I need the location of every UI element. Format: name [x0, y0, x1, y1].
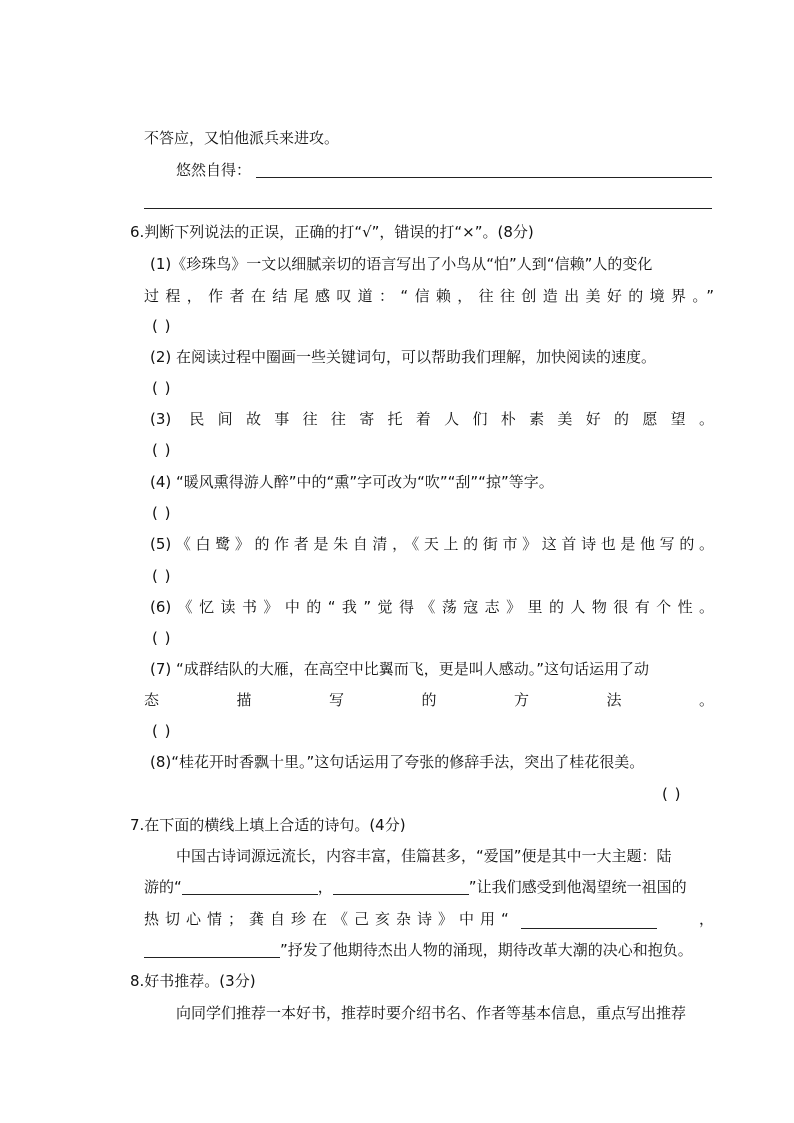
q6-item-4-line1: (4) “暖风熏得游人醉”中的“熏”字可改为“吹”“刮”“掠”等字。: [150, 473, 554, 491]
q6-item-7-answer-paren[interactable]: ( ): [152, 722, 172, 740]
poem-blank-4[interactable]: [144, 941, 280, 958]
q7-line3-b: ，: [698, 910, 714, 928]
q6-heading: 6.判断下列说法的正误，正确的打“√”，错误的打“×”。(8分): [130, 223, 534, 241]
q6-item-6-line1: (6)《忆读书》中的“我”觉得《荡寇志》里的人物很有个性。: [150, 598, 714, 616]
q7-heading: 7.在下面的横线上填上合适的诗句。(4分): [130, 816, 406, 834]
poem-blank-1[interactable]: [182, 878, 318, 895]
q6-item-6-answer-paren[interactable]: ( ): [152, 629, 172, 647]
q6-item-3-line1: (3) 民间故事往往寄托着人们朴素美好的愿望。: [150, 410, 714, 428]
q7-line2-c: ”让我们感受到他渴望统一祖国的: [468, 878, 687, 896]
q6-item-5-answer-paren[interactable]: ( ): [152, 567, 172, 585]
q7-line4: [144, 940, 693, 960]
q8-heading: 8.好书推荐。(3分): [130, 972, 256, 990]
q6-item-7-line1: (7) “成群结队的大雁，在高空中比翼而飞，更是叫人感动。”这句话运用了动: [150, 660, 650, 678]
q7-line4-a: ”抒发了他期待杰出人物的涌现，期待改革大潮的决心和抱负。: [280, 941, 693, 959]
q6-item-2-line1: (2) 在阅读过程中圈画一些关键词句，可以帮助我们理解，加快阅读的速度。: [150, 348, 657, 366]
q7-line3-a: 热切心情；龚自珍在《己亥杂诗》中用“: [144, 910, 515, 928]
answer-line[interactable]: [144, 208, 712, 209]
q6-item-1-line2: 过程，作者在结尾感叹道：“信赖，往往创造出美好的境界。”: [144, 287, 714, 305]
q7-line2-b: ，: [317, 878, 333, 896]
poem-blank-2[interactable]: [333, 878, 469, 895]
q6-item-8-line1: (8)“桂花开时香飘十里。”这句话运用了夸张的修辞手法，突出了桂花很美。: [150, 753, 645, 771]
q7-line3: [144, 909, 714, 929]
q6-item-1-answer-paren[interactable]: ( ): [152, 317, 172, 335]
q6-item-2-answer-paren[interactable]: ( ): [152, 379, 172, 397]
q6-item-8-answer-paren[interactable]: ( ): [662, 785, 682, 803]
answer-line[interactable]: [256, 177, 712, 178]
q8-line1: 向同学们推荐一本好书，推荐时要介绍书名、作者等基本信息，重点写出推荐: [176, 1004, 687, 1022]
poem-blank-3[interactable]: [521, 912, 657, 929]
q7-line1: 中国古诗词源远流长，内容丰富，佳篇甚多，“爱国”便是其中一大主题：陆: [176, 847, 672, 865]
q7-line2-a: 游的“: [144, 878, 182, 896]
q6-item-1-line1: (1)《珍珠鸟》一文以细腻亲切的语言写出了小鸟从“怕”人到“信赖”人的变化: [150, 255, 653, 273]
q6-item-5-line1: (5)《白鹭》的作者是朱自清，《天上的街市》这首诗也是他写的。: [150, 535, 714, 553]
section5-prompt-label: 悠然自得：: [176, 161, 252, 179]
q6-item-4-answer-paren[interactable]: ( ): [152, 504, 172, 522]
q6-item-3-answer-paren[interactable]: ( ): [152, 441, 172, 459]
q7-line2: [144, 877, 687, 897]
q6-item-7-line2: 态描写的方法。: [144, 691, 714, 709]
section5-continuation: 不答应，又怕他派兵来进攻。: [144, 129, 340, 147]
